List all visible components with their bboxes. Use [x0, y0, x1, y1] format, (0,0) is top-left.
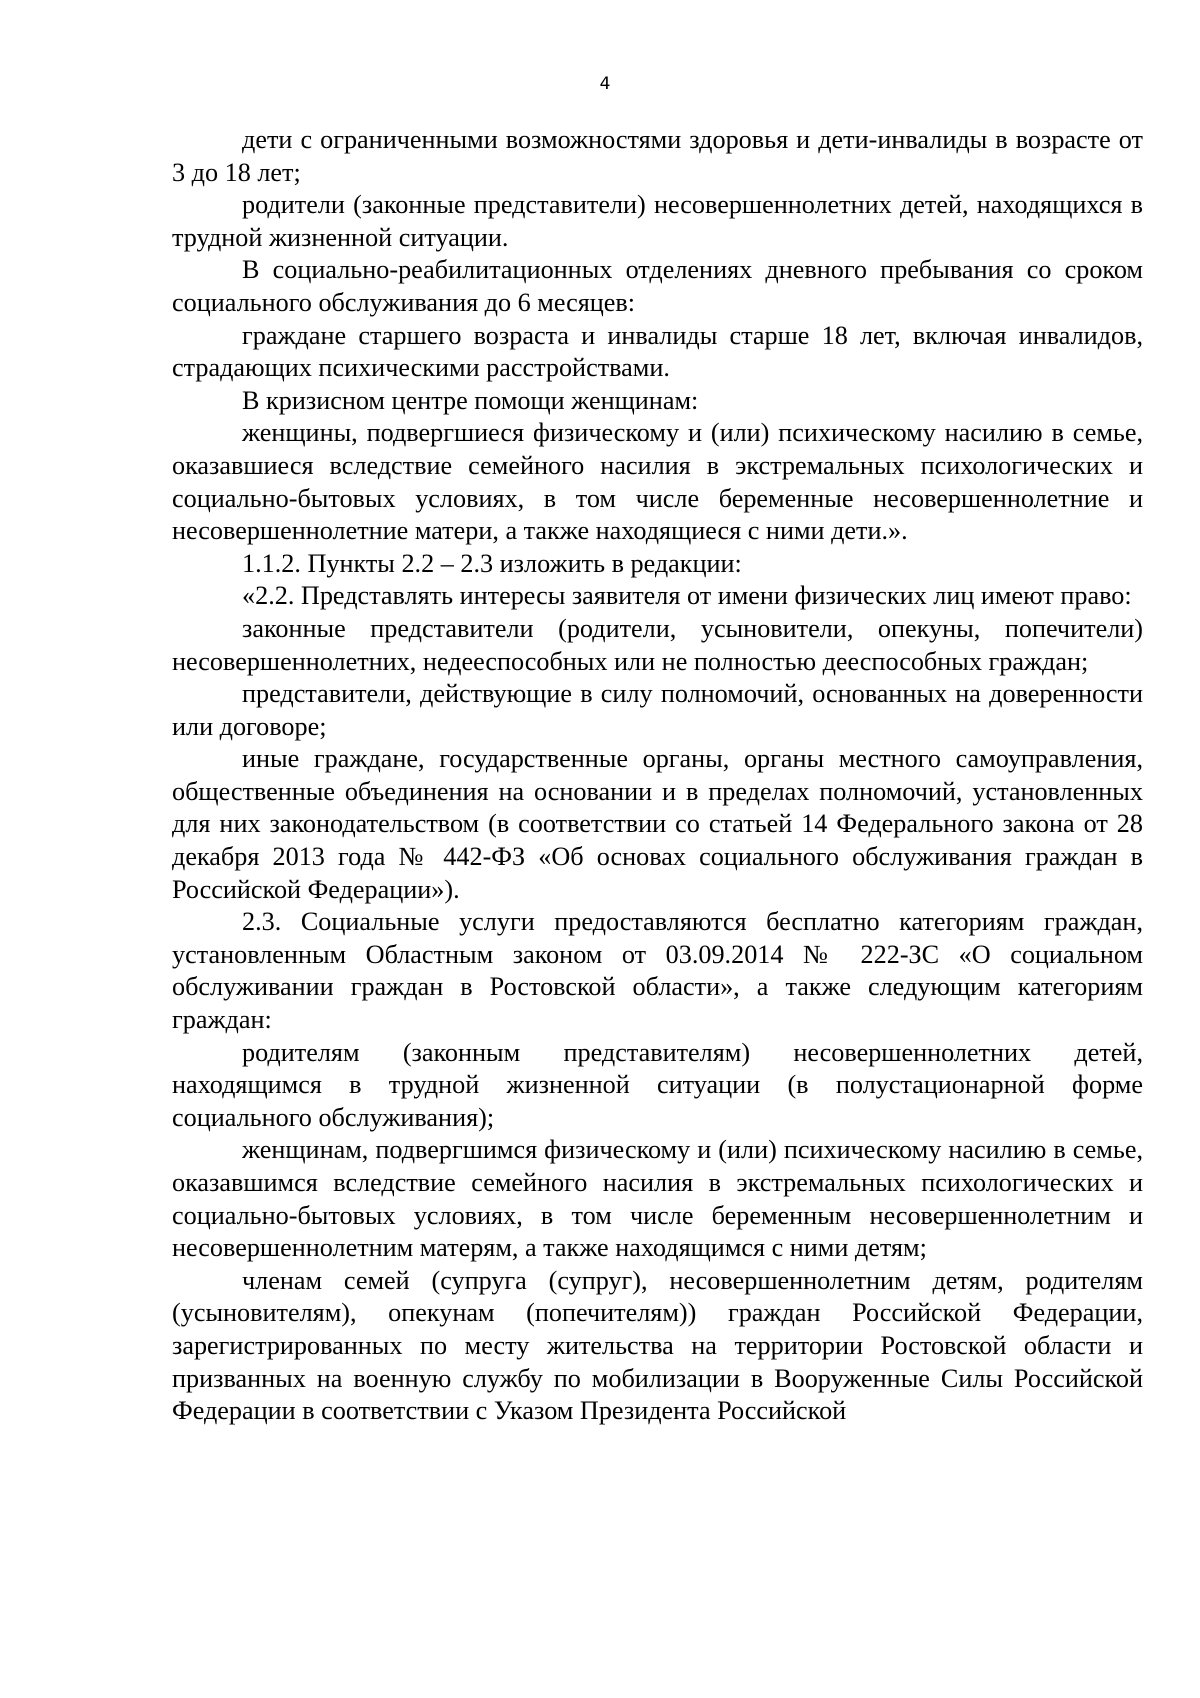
paragraph-elderly-disabled: граждане старшего возраста и инвалиды старше 18 лет, включая инвалидов, страдающих психическими расстройствами. [172, 320, 1143, 383]
page-number: 4 [599, 74, 611, 94]
document-body [172, 124, 1143, 1428]
paragraph-crisis-center: В кризисном центре помощи женщинам: [242, 385, 699, 415]
paragraph-rehab-departments: В социально-реабилитационных отделениях дневного пребывания со сроком социального обслуживания до 6 месяцев: [172, 255, 1143, 317]
paragraph-family-members-mobilized: членам семей (супруга (супруг), несовершеннолетним детям, родителям (усыновителям), опекунам (попечителям)) граждан Российской Федерации, зарегистрированных по месту жительства на территории Ростовской области и призванных на военную службу по мобилизации в Вооруженные Силы Российской Федерации в соответствии с Указом Президента Российской [172, 1265, 1143, 1426]
paragraph-parents-difficult-situation: родителям (законным представителям) несовершеннолетних детей, находящимся в трудной жизненной ситуации (в полустационарной форме социального обслуживания); [172, 1037, 1143, 1132]
paragraph-women-victims: женщинам, подвергшимся физическому и (или) психическому насилию в семье, оказавшимся вследствие семейного насилия в экстремальных психологических и социально-бытовых условиях, в том числе беременным несовершеннолетним и несовершеннолетним матерям, а также находящимся с ними детям; [172, 1135, 1143, 1263]
paragraph-clause-2-3: 2.3. Социальные услуги предоставляются бесплатно категориям граждан, установленным Областным законом от 03.09.2014 № 222-ЗС «О социальном обслуживании граждан в Ростовской области», а также следующим категориям граждан: [172, 907, 1143, 1035]
paragraph-women-violence: женщины, подвергшиеся физическому и (или) психическому насилию в семье, оказавшиеся вследствие семейного насилия в экстремальных психологических и социально-бытовых условиях, в том числе беременные несовершеннолетние и несовершеннолетние матери, а также находящиеся с ними дети.». [172, 418, 1143, 546]
paragraph-parents-minors: родители (законные представители) несовершеннолетних детей, находящихся в трудной жизненной ситуации. [172, 190, 1143, 252]
paragraph-other-citizens-bodies: иные граждане, государственные органы, органы местного самоуправления, общественные объединения на основании и в пределах полномочий, установленных для них законодательством (в соответствии со статьей 14 Федерального закона от 28 декабря 2013 года № 442-ФЗ «Об основах социального обслуживания граждан в Российской Федерации»). [172, 744, 1143, 904]
paragraph-children-disabled: дети с ограниченными возможностями здоровья и дети-инвалиды в возрасте от 3 до 18 лет; [172, 125, 1143, 187]
paragraph-clause-2-2: «2.2. Представлять интересы заявителя от имени физических лиц имеют право: [242, 581, 1132, 611]
paragraph-authorized-representatives: представители, действующие в силу полномочий, основанных на доверенности или договоре; [172, 679, 1143, 741]
paragraph-clause-1-1-2: 1.1.2. Пункты 2.2 – 2.3 изложить в редакции: [242, 548, 742, 578]
paragraph-legal-representatives: законные представители (родители, усыновители, опекуны, попечители) несовершеннолетних, недееспособных или не полностью дееспособных граждан; [172, 613, 1143, 676]
